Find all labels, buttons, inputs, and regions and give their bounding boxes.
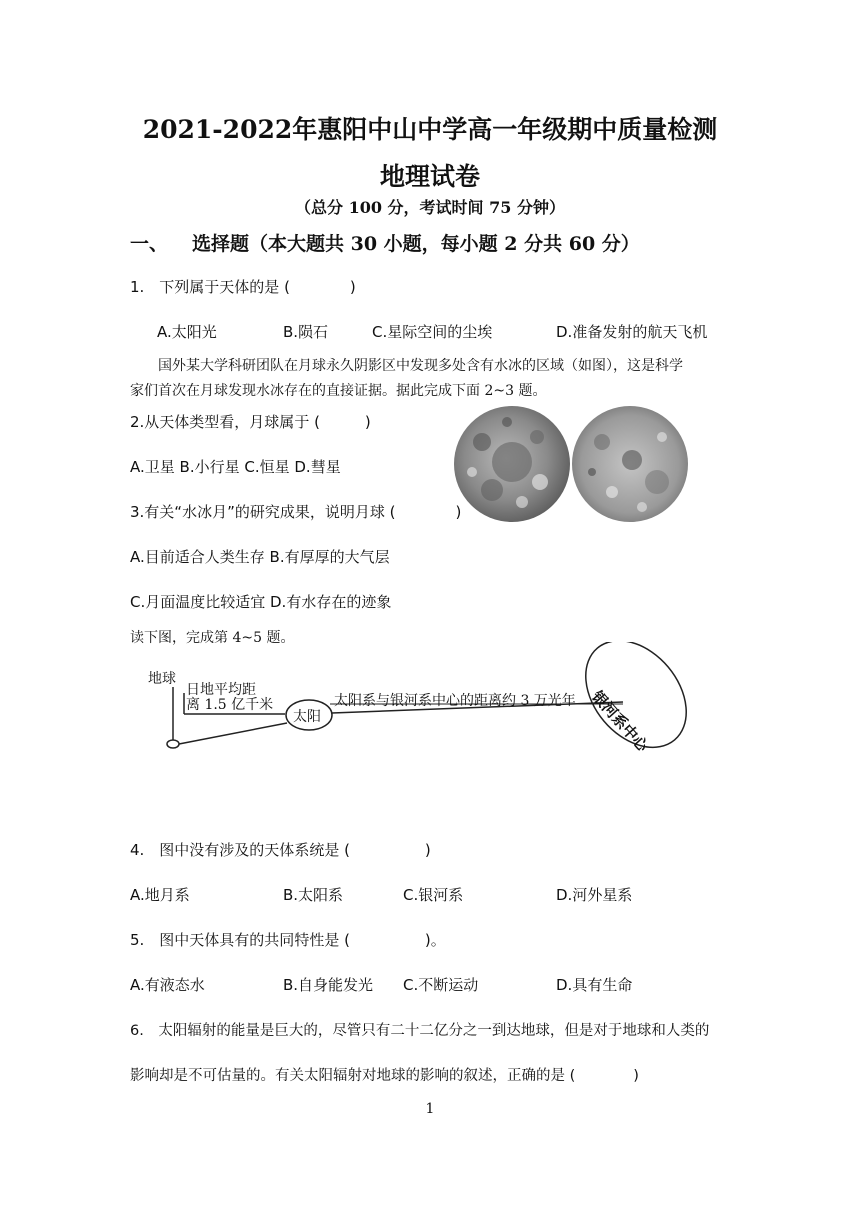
q3-options-line-1: A.目前适合人类生存 B.有厚厚的大气层 [130, 548, 390, 566]
moon-images [452, 402, 692, 527]
q5-option-a: A.有液态水 [130, 976, 205, 994]
q1-option-a: A.太阳光 [157, 323, 217, 341]
q3-options-line-2: C.月面温度比较适宜 D.有水存在的迹象 [130, 593, 392, 611]
q5-option-b: B.自身能发光 [283, 976, 374, 994]
sun-galaxy-distance-label: 太阳系与银河系中心的距离约 3 万光年 [334, 693, 576, 709]
section-number: 一、 [130, 233, 169, 255]
question-4-stem: 4. 图中没有涉及的天体系统是 ( ) [130, 841, 431, 859]
q2-options: A.卫星 B.小行星 C.恒星 D.彗星 [130, 458, 341, 476]
q4-option-c: C.银河系 [403, 886, 464, 904]
q5-option-d: D.具有生命 [556, 976, 633, 994]
passage-1-line-2: 家们首次在月球发现水冰存在的直接证据。据此完成下面 2~3 题。 [130, 383, 547, 399]
exam-note: （总分 100 分，考试时间 75 分钟） [295, 198, 565, 217]
exam-title: 2021-2022年惠阳中山中学高一年级期中质量检测 [142, 115, 718, 144]
passage-2: 读下图，完成第 4~5 题。 [130, 630, 295, 646]
q1-option-d: D.准备发射的航天飞机 [556, 323, 708, 341]
section-heading: 选择题（本大题共 30 小题，每小题 2 分共 60 分） [192, 233, 640, 255]
earth-symbol [167, 740, 179, 748]
earth-label: 地球 [148, 671, 176, 687]
passage-1-line-1: 国外某大学科研团队在月球永久阴影区中发现多处含有水冰的区域（如图），这是科学 [158, 358, 683, 374]
question-3-stem: 3.有关“水冰月”的研究成果，说明月球 ( ) [130, 503, 462, 521]
earth-sun-line [179, 723, 287, 744]
question-1-stem: 1. 下列属于天体的是 ( ) [130, 278, 356, 296]
q5-option-c: C.不断运动 [403, 976, 479, 994]
galaxy-center-label: 银河系中心 [588, 687, 652, 756]
question-6-line-1: 6. 太阳辐射的能量是巨大的，尽管只有二十二亿分之一到达地球，但是对于地球和人类的 [130, 1023, 710, 1039]
earth-sun-distance-label-line-1: 日地平均距 [186, 682, 256, 698]
question-2-stem: 2.从天体类型看，月球属于 ( ) [130, 413, 371, 431]
question-6-line-2: 影响却是不可估量的。有关太阳辐射对地球的影响的叙述，正确的是 ( ) [130, 1068, 639, 1084]
moon-north-pole-image [572, 406, 688, 522]
subject-title: 地理试卷 [379, 162, 480, 191]
q4-option-a: A.地月系 [130, 886, 190, 904]
moon-south-pole-image [454, 406, 570, 522]
q1-option-c: C.星际空间的尘埃 [372, 323, 493, 341]
page-number: 1 [425, 1101, 435, 1117]
q4-option-b: B.太阳系 [283, 886, 344, 904]
q4-option-d: D.河外星系 [556, 886, 633, 904]
earth-sun-distance-label-line-2: 离 1.5 亿千米 [186, 697, 274, 713]
q1-option-b: B.陨石 [283, 323, 329, 341]
question-5-stem: 5. 图中天体具有的共同特性是 ( )。 [130, 931, 446, 949]
sun-label: 太阳 [293, 709, 321, 725]
